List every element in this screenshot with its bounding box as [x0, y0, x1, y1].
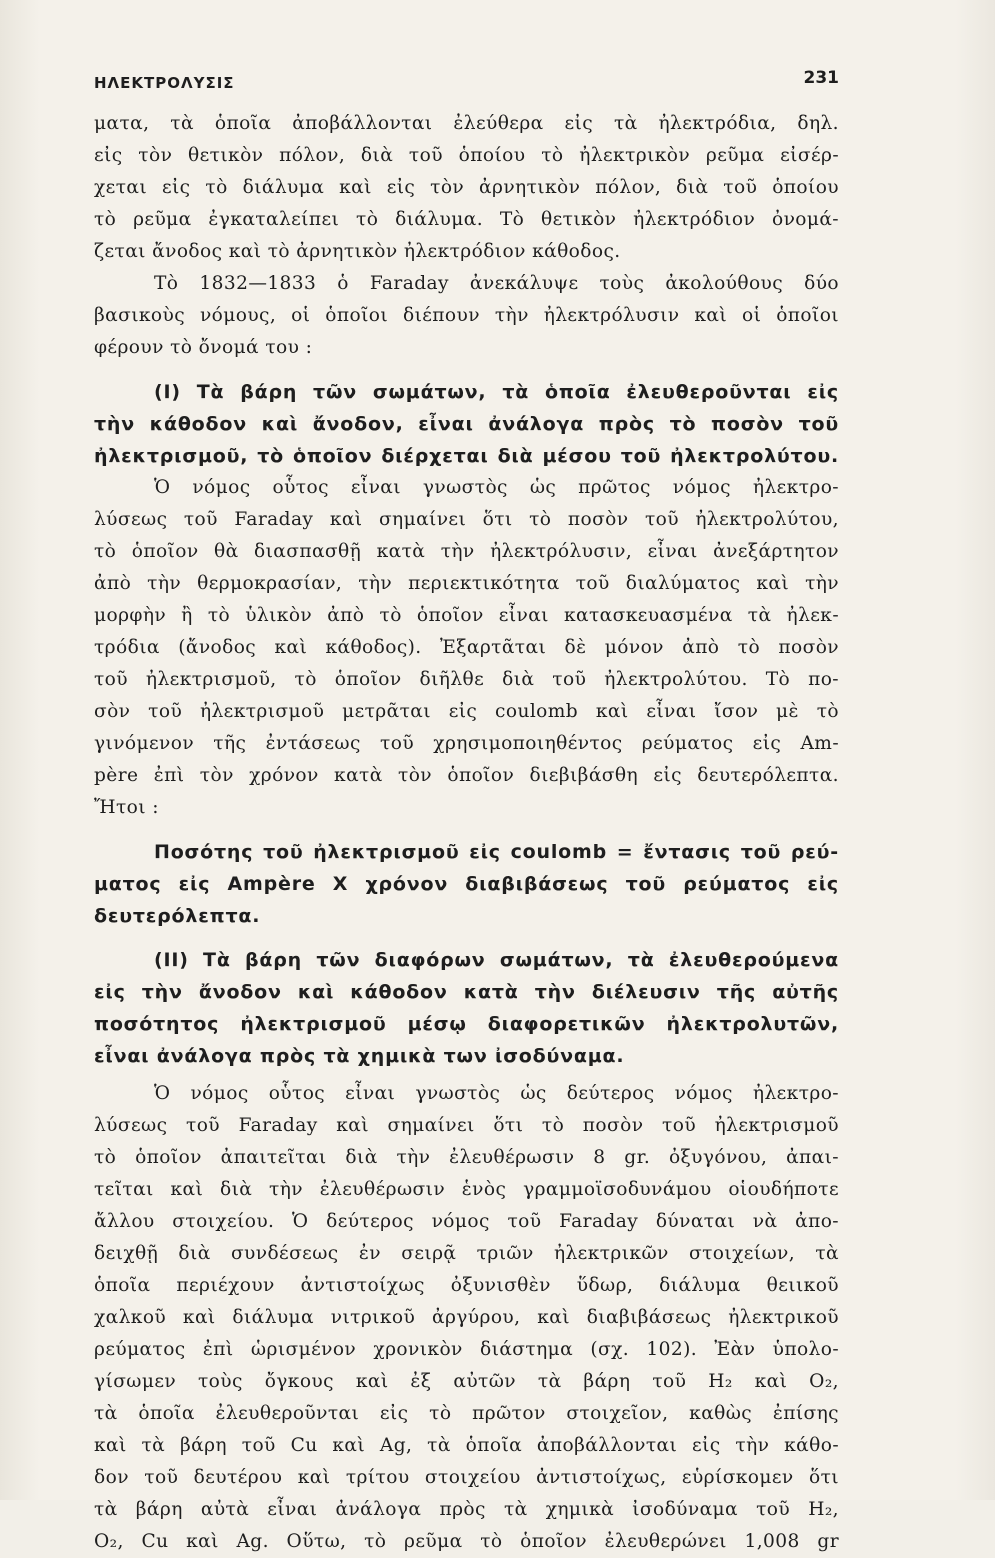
text-line: γινόμενον τῆς ἐντάσεως τοῦ χρησιμοποιηθέντος ρεύματος εἰς Am-	[94, 733, 839, 754]
law-line: εἰς τὴν ἄνοδον καὶ κάθοδον κατὰ τὴν διέλευσιν τῆς αὐτῆς	[94, 981, 839, 1003]
text-line: O₂, Cu καὶ Ag. Οὕτω, τὸ ρεῦμα τὸ ὁποῖον ἐλευθερώνει 1,008 gr	[94, 1531, 839, 1552]
text-line: χαλκοῦ καὶ διάλυμα νιτρικοῦ ἀργύρου, καὶ διαβιβάσεως ἠλεκτρικοῦ	[94, 1307, 839, 1328]
text-line: père ἐπὶ τὸν χρόνον κατὰ τὸν ὁποῖον διεβιβάσθη εἰς δευτερόλεπτα.	[94, 765, 839, 786]
text-line: ζεται ἄνοδος καὶ τὸ ἀρνητικὸν ἠλεκτρόδιον κάθοδος.	[94, 241, 621, 262]
text-line: φέρουν τὸ ὄνομά του :	[94, 337, 313, 358]
charge-formula	[94, 836, 839, 932]
text-line: χεται εἰς τὸ διάλυμα καὶ εἰς τὸν ἀρνητικὸν πόλον, διὰ τοῦ ὁποίου	[94, 177, 839, 198]
faraday-second-law	[94, 944, 839, 1072]
law-line: τὴν κάθοδον καὶ ἄνοδον, εἶναι ἀνάλογα πρὸς τὸ ποσὸν τοῦ	[94, 413, 839, 435]
text-line: σὸν τοῦ ἠλεκτρισμοῦ μετρᾶται εἰς coulomb καὶ εἶναι ἴσον μὲ τὸ	[94, 701, 839, 722]
law-line: (ΙΙ) Τὰ βάρη τῶν διαφόρων σωμάτων, τὰ ἐλευθερούμενα	[154, 949, 839, 971]
text-line: τοῦ ἠλεκτρισμοῦ, τὸ ὁποῖον διῆλθε διὰ τοῦ ἠλεκτρολύτου. Τὸ πο-	[94, 669, 839, 690]
paragraph-4	[94, 1078, 839, 1558]
running-head	[94, 66, 839, 96]
law-line: εἶναι ἀνάλογα πρὸς τὰ χημικὰ των ἰσοδύναμα.	[94, 1045, 625, 1067]
text-line: δον τοῦ δευτέρου καὶ τρίτου στοιχείου ἀντιστοίχως, εὑρίσκομεν ὅτι	[94, 1467, 839, 1488]
text-line: λύσεως τοῦ Faraday καὶ σημαίνει ὅτι τὸ ποσὸν τοῦ ἠλεκτρολύτου,	[94, 509, 839, 530]
text-line: τὸ ὁποῖον θὰ διασπασθῇ κατὰ τὴν ἠλεκτρόλυσιν, εἶναι ἀνεξάρτητον	[94, 541, 839, 562]
page-number: 231	[803, 68, 839, 88]
text-line: τὰ βάρη αὐτὰ εἶναι ἀνάλογα πρὸς τὰ χημικὰ ἰσοδύναμα τοῦ H₂,	[94, 1499, 839, 1520]
text-line: ὁποῖα περιέχουν ἀντιστοίχως ὀξυνισθὲν ὕδωρ, διάλυμα θειικοῦ	[94, 1275, 839, 1296]
paragraph-3	[94, 472, 839, 824]
text-line: ἀπὸ τὴν θερμοκρασίαν, τὴν περιεκτικότητα τοῦ διαλύματος καὶ τὴν	[94, 573, 839, 594]
text-line: μορφὴν ἢ τὸ ὑλικὸν ἀπὸ τὸ ὁποῖον εἶναι κατασκευασμένα τὰ ἠλεκ-	[94, 605, 839, 626]
paragraph-2	[94, 268, 839, 364]
text-line: δειχθῇ διὰ συνδέσεως ἐν σειρᾷ τριῶν ἠλεκτρικῶν στοιχείων, τὰ	[94, 1243, 839, 1264]
text-line: τὰ ὁποῖα ἐλευθεροῦνται εἰς τὸ πρῶτον στοιχεῖον, καθὼς ἐπίσης	[94, 1403, 839, 1424]
formula-line: ματος εἰς Ampère X χρόνον διαβιβάσεως τοῦ ρεύματος εἰς	[94, 873, 839, 895]
law-line: ἠλεκτρισμοῦ, τὸ ὁποῖον διέρχεται διὰ μέσου τοῦ ἠλεκτρολύτου.	[94, 445, 839, 467]
text-line: τὸ ὁποῖον ἀπαιτεῖται διὰ τὴν ἐλευθέρωσιν 8 gr. ὀξυγόνου, ἀπαι-	[94, 1147, 839, 1168]
body-text	[94, 108, 839, 1558]
text-line: Τὸ 1832—1833 ὁ Faraday ἀνεκάλυψε τοὺς ἀκολούθους δύο	[154, 273, 839, 294]
text-line: ρεύματος ἐπὶ ὡρισμένον χρονικὸν διάστημα (σχ. 102). Ἐὰν ὑπολο-	[94, 1339, 839, 1360]
text-line: εἰς τὸν θετικὸν πόλον, διὰ τοῦ ὁποίου τὸ ἠλεκτρικὸν ρεῦμα εἰσέρ-	[94, 145, 839, 166]
text-line: καὶ τὰ βάρη τοῦ Cu καὶ Ag, τὰ ὁποῖα ἀποβάλλονται εἰς τὴν κάθο-	[94, 1435, 839, 1456]
text-line: γίσωμεν τοὺς ὄγκους καὶ ἐξ αὐτῶν τὰ βάρη τοῦ H₂ καὶ O₂,	[94, 1371, 839, 1392]
text-line: βασικοὺς νόμους, οἱ ὁποῖοι διέπουν τὴν ἠλεκτρόλυσιν καὶ οἱ ὁποῖοι	[94, 305, 839, 326]
formula-line: δευτερόλεπτα.	[94, 905, 261, 927]
text-line: ἄλλου στοιχείου. Ὁ δεύτερος νόμος τοῦ Faraday δύναται νὰ ἀπο-	[94, 1211, 839, 1232]
text-line: Ὁ νόμος οὗτος εἶναι γνωστὸς ὡς πρῶτος νόμος ἠλεκτρο-	[154, 477, 839, 498]
text-line: τρόδια (ἄνοδος καὶ κάθοδος). Ἐξαρτᾶται δὲ μόνον ἀπὸ τὸ ποσὸν	[94, 637, 839, 658]
text-line: Ἤτοι :	[94, 797, 159, 818]
paragraph-1	[94, 108, 839, 268]
text-line: λύσεως τοῦ Faraday καὶ σημαίνει ὅτι τὸ ποσὸν τοῦ ἠλεκτρισμοῦ	[94, 1115, 839, 1136]
text-line: τὸ ρεῦμα ἐγκαταλείπει τὸ διάλυμα. Τὸ θετικὸν ἠλεκτρόδιον ὀνομά-	[94, 209, 839, 230]
running-title: ΗΛΕΚΤΡΟΛΥΣΙΣ	[94, 74, 235, 92]
text-line: τεῖται καὶ διὰ τὴν ἐλευθέρωσιν ἑνὸς γραμμοϊσοδυνάμου οἱουδήποτε	[94, 1179, 839, 1200]
law-line: (Ι) Τὰ βάρη τῶν σωμάτων, τὰ ὁποῖα ἐλευθεροῦνται εἰς	[154, 381, 839, 403]
faraday-first-law	[94, 376, 839, 472]
text-line: Ὁ νόμος οὗτος εἶναι γνωστὸς ὡς δεύτερος νόμος ἠλεκτρο-	[154, 1083, 839, 1104]
law-line: ποσότητος ἠλεκτρισμοῦ μέσῳ διαφορετικῶν ἠλεκτρολυτῶν,	[94, 1013, 839, 1035]
text-line: ματα, τὰ ὁποῖα ἀποβάλλονται ἐλεύθερα εἰς τὰ ἠλεκτρόδια, δηλ.	[94, 113, 839, 134]
formula-line: Ποσότης τοῦ ἠλεκτρισμοῦ εἰς coulomb = ἔντασις τοῦ ρεύ-	[154, 841, 839, 863]
